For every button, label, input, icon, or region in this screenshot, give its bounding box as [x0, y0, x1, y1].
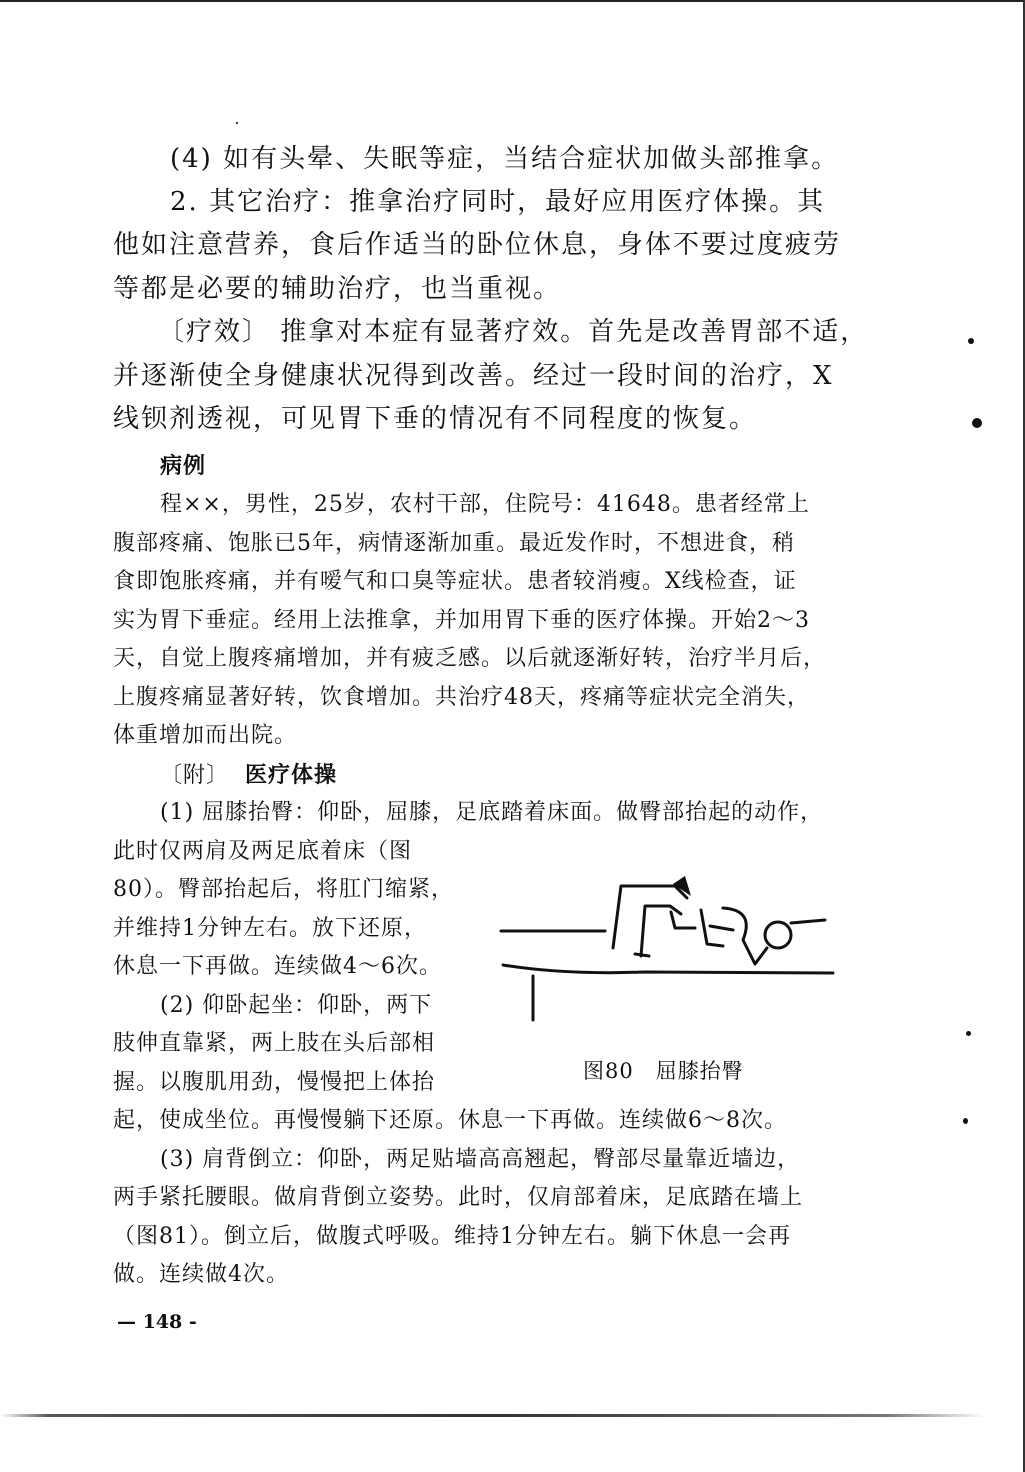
- appendix-title: 医疗体操: [245, 762, 338, 788]
- bed-surface: [503, 965, 833, 973]
- exercise-line: 握。以腹肌用劲，慢慢把上体抬: [113, 1070, 436, 1095]
- case-line: 体重增加而出院。: [113, 723, 298, 748]
- scan-edge-top: [0, 0, 1025, 2]
- body-line: 线钡剂透视，可见胃下垂的情况有不同程度的恢复。: [113, 404, 758, 434]
- body-line: 2. 其它治疗：推拿治疗同时，最好应用医疗体操。其: [170, 187, 826, 217]
- leg-bent: [613, 886, 687, 948]
- exercise-line: 此时仅两肩及两足底着床（图: [113, 839, 413, 864]
- torso: [671, 912, 695, 928]
- case-line: 食即饱胀疼痛，并有嗳气和口臭等症状。患者较消瘦。X线检查，证: [113, 569, 797, 594]
- scan-speck: [966, 1031, 971, 1036]
- case-line: 实为胃下垂症。经用上法推拿，并加用胃下垂的医疗体操。开始2～3: [113, 608, 810, 633]
- body-line: 他如注意营养，食后作适当的卧位休息，身体不要过度疲劳: [113, 230, 842, 260]
- scan-edge-bottom: [0, 1414, 985, 1417]
- case-line: 程××，男性，25岁，农村干部，住院号：41648。患者经常上: [160, 492, 810, 517]
- exercise-line: 起，使成坐位。再慢慢躺下还原。休息一下再做。连续做6～8次。: [113, 1108, 787, 1133]
- exercise-line: （图81）。倒立后，做腹式呼吸。维持1分钟左右。躺下休息一会再: [113, 1224, 791, 1249]
- scan-speck: [972, 418, 982, 428]
- body-line: (4) 如有头晕、失眠等症，当结合症状加做头部推拿。: [170, 144, 840, 174]
- exercise-item-3: (3) 肩背倒立：仰卧，两足贴墙高高翘起，臀部尽量靠近墙边，: [160, 1147, 801, 1172]
- exercise-line: 肢伸直靠紧，两上肢在头后部相: [113, 1031, 436, 1056]
- case-heading: 病例: [160, 453, 207, 479]
- appendix-heading: [160, 759, 337, 792]
- bed-line-upper-right: [791, 920, 825, 923]
- body-line: 等都是必要的辅助治疗，也当重视。: [113, 274, 562, 304]
- exercise-line: 并维持1分钟左右。放下还原，: [113, 916, 427, 941]
- body-line: 并逐渐使全身健康状况得到改善。经过一段时间的治疗，X: [113, 361, 834, 391]
- scan-speck: [968, 338, 974, 344]
- exercise-item-2: (2) 仰卧起坐：仰卧，两下: [160, 993, 433, 1018]
- appendix-bracket: 〔附〕: [160, 763, 230, 788]
- exercise-line: 休息一下再做。连续做4～6次。: [113, 954, 442, 979]
- case-line: 上腹疼痛显著好转，饮食增加。共治疗48天，疼痛等症状完全消失，: [113, 685, 810, 710]
- leg-inner: [641, 906, 681, 956]
- case-line: 天，自觉上腹疼痛增加，并有疲乏感。以后就逐渐好转，治疗半月后，: [113, 646, 827, 671]
- page-number: — 148 -: [117, 1311, 197, 1333]
- figure-80-illustration: [495, 868, 835, 1033]
- body-curve: [723, 908, 767, 964]
- exercise-line: 80）。臀部抬起后，将肛门缩紧，: [113, 877, 454, 902]
- body-line: 〔疗效〕 推拿对本症有显著疗效。首先是改善胃部不适，: [158, 317, 869, 347]
- head: [765, 922, 791, 948]
- scan-speck: [963, 1118, 968, 1124]
- scan-speck: [236, 122, 238, 124]
- exercise-item-1: (1) 屈膝抬臀：仰卧，屈膝，足底踏着床面。做臀部抬起的动作，: [160, 800, 824, 825]
- exercise-line: 两手紧托腰眼。做肩背倒立姿势。此时，仅肩部着床，足底踏在墙上: [113, 1185, 804, 1210]
- figure-caption: 图80 屈膝抬臀: [583, 1059, 744, 1083]
- case-line: 腹部疼痛、饱胀已5年，病情逐渐加重。最近发作时，不想进食，稍: [113, 531, 795, 556]
- exercise-line: 做。连续做4次。: [113, 1262, 289, 1287]
